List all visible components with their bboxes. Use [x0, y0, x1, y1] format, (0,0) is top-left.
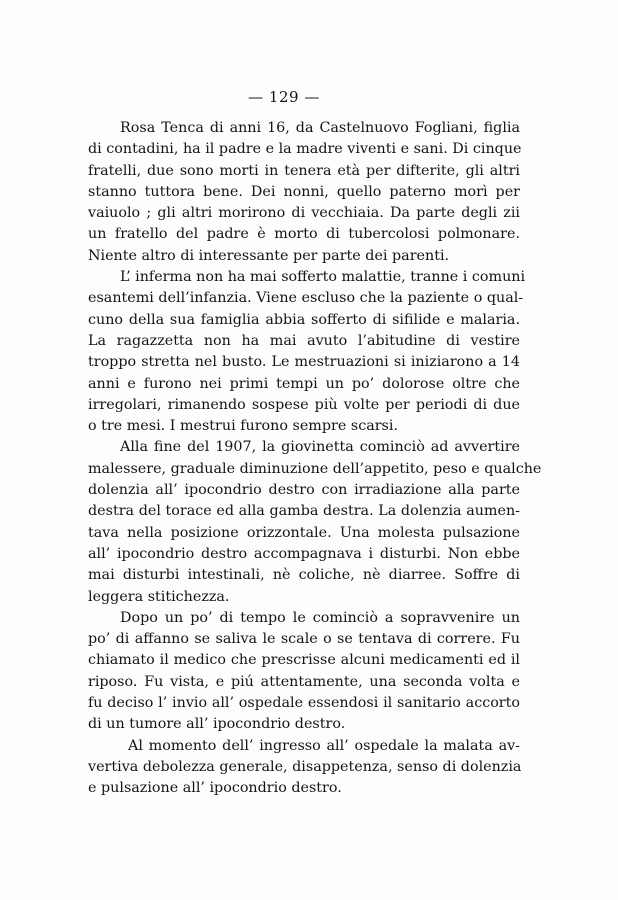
text-line: Al momento dell’ ingresso all’ ospedale la malata av- — [128, 737, 520, 754]
text-line: anni e furono nei primi tempi un po’ dolorose oltre che — [88, 375, 520, 392]
text-line: malessere, graduale diminuzione dell’appetito, peso e qualche — [88, 460, 542, 477]
text-line: Niente altro di interessante per parte dei parenti. — [88, 247, 450, 264]
paragraph-progression — [88, 608, 520, 736]
page-number: — 129 — — [248, 88, 320, 106]
text-line: mai disturbi intestinali, nè coliche, nè diarree. Soffre di — [88, 567, 520, 584]
text-line: fu deciso l’ invio all’ ospedale essendosi il sanitario accorto — [88, 695, 520, 712]
text-line: leggera stitichezza. — [88, 588, 230, 605]
text-line: vertiva debolezza generale, disappetenza, senso di dolenzia — [88, 758, 522, 775]
text-line: cuno della sua famiglia abbia sofferto di sifilide e malaria. — [88, 311, 520, 328]
text-line: di un tumore all’ ipocondrio destro. — [88, 716, 346, 733]
text-line: Dopo un po’ di tempo le cominciò a sopravvenire un — [120, 609, 520, 626]
text-line: destra del torace ed alla gamba destra. La dolenzia aumen- — [88, 503, 520, 520]
text-line: di contadini, ha il padre e la madre viventi e sani. Di cinque — [88, 141, 522, 158]
text-line: irregolari, rimanendo sospese più volte per periodi di due — [88, 396, 520, 413]
paragraph-family-history — [88, 118, 520, 267]
text-line: dolenzia all’ ipocondrio destro con irradiazione alla parte — [88, 482, 520, 499]
text-line: fratelli, due sono morti in tenera età per difterite, gli altri — [88, 162, 520, 179]
body-text — [88, 118, 542, 800]
text-line: La ragazzetta non ha mai avuto l’abitudine di vestire — [88, 332, 520, 349]
text-line: tava nella posizione orizzontale. Una molesta pulsazione — [88, 524, 520, 541]
text-line: o tre mesi. I mestrui furono sempre scarsi. — [88, 418, 399, 435]
text-line: chiamato il medico che prescrisse alcuni medicamenti ed il — [88, 652, 520, 669]
text-line: troppo stretta nel busto. Le mestruazioni si iniziarono a 14 — [88, 354, 520, 371]
text-line: riposo. Fu vista, e piú attentamente, una seconda volta e — [88, 673, 520, 690]
text-line: un fratello del padre è morto di tubercolosi polmonare. — [88, 226, 520, 243]
text-line: e pulsazione all’ ipocondrio destro. — [88, 780, 342, 797]
text-line: po’ di affanno se saliva le scale o se tentava di correre. Fu — [88, 631, 520, 648]
text-line: L’ inferma non ha mai sofferto malattie, tranne i comuni — [120, 269, 526, 286]
text-line: Rosa Tenca di anni 16, da Castelnuovo Fogliani, figlia — [120, 120, 520, 136]
text-line: stanno tuttora bene. Dei nonni, quello paterno morì per — [88, 183, 520, 200]
text-line: all’ ipocondrio destro accompagnava i disturbi. Non ebbe — [88, 545, 520, 562]
text-line: vaiuolo ; gli altri morirono di vecchiaia. Da parte degli zii — [88, 205, 520, 222]
paragraph-onset — [88, 437, 542, 607]
text-line: Alla fine del 1907, la giovinetta cominciò ad avvertire — [120, 439, 520, 456]
paragraph-personal-history — [88, 267, 526, 437]
text-line: esantemi dell’infanzia. Viene escluso che la paziente o qual- — [88, 290, 524, 307]
paragraph-admission — [88, 736, 520, 800]
